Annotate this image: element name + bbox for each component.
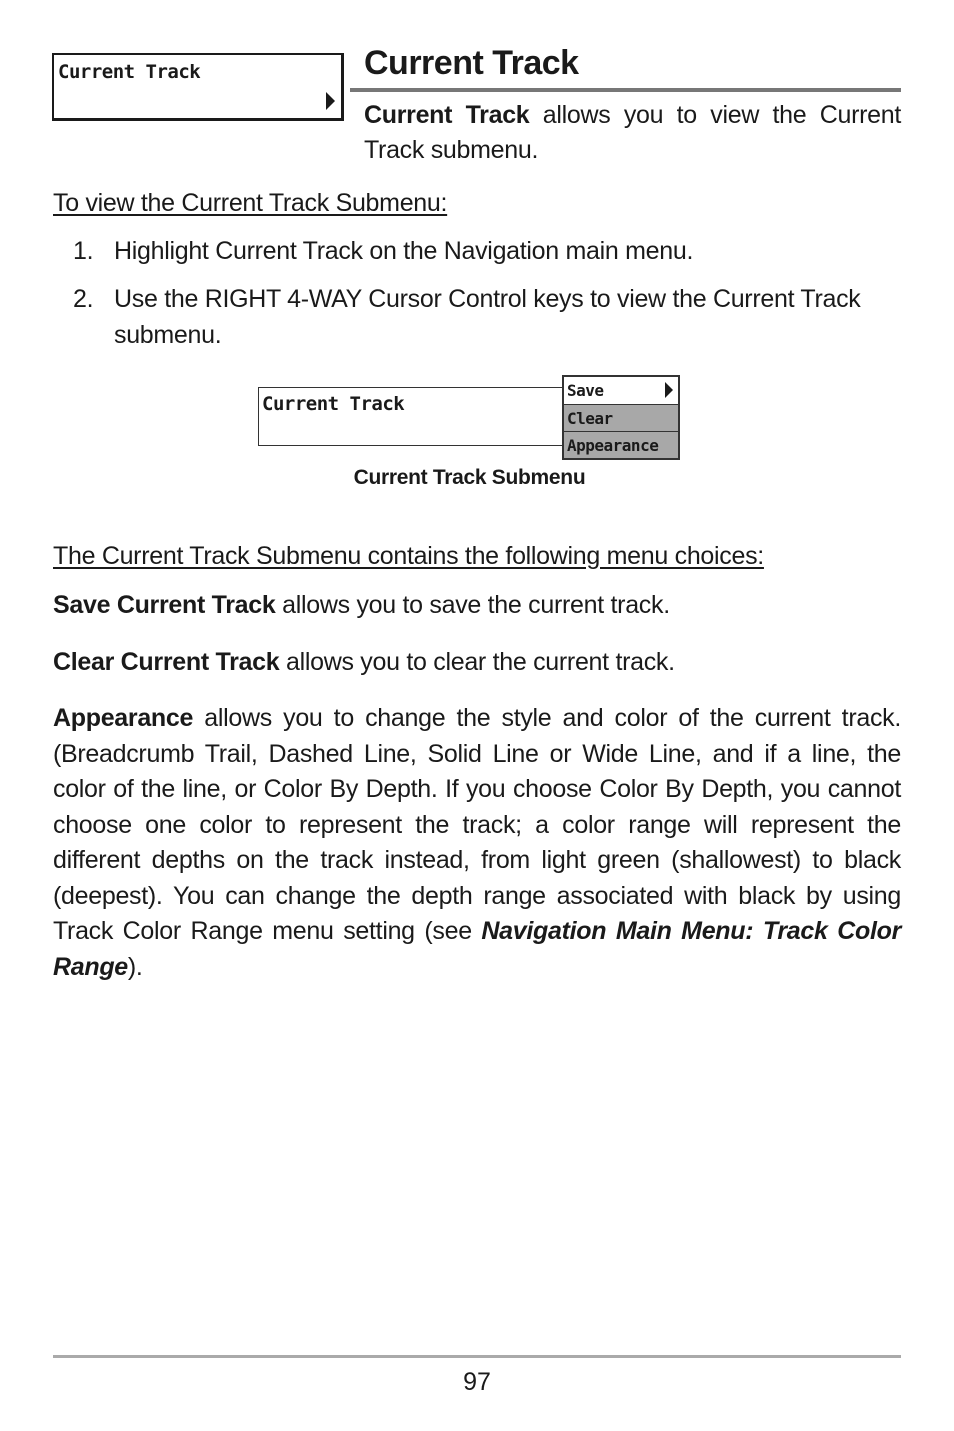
appearance-reference: Navigation Main Menu: Track Color Range xyxy=(53,917,901,981)
intro-bold: Current Track xyxy=(364,101,530,129)
step-item xyxy=(53,233,901,269)
footer-rule xyxy=(53,1355,901,1358)
clear-text: allows you to clear the current track. xyxy=(279,648,675,676)
step-number: 2. xyxy=(73,285,94,313)
menu-box-label: Current Track xyxy=(58,61,201,83)
page-number: 97 xyxy=(463,1368,491,1396)
figure-caption: Current Track Submenu xyxy=(353,466,586,489)
appearance-end: ). xyxy=(127,952,143,981)
right-arrow-icon xyxy=(665,382,673,398)
submenu-item-label: Save xyxy=(567,381,604,400)
heading-rule xyxy=(350,88,901,92)
submenu-item-label: Clear xyxy=(567,409,613,428)
save-text: allows you to save the current track. xyxy=(275,591,670,619)
current-track-menu-box xyxy=(52,53,344,121)
save-paragraph xyxy=(53,588,901,624)
intro-paragraph xyxy=(364,98,901,168)
figure-main-label: Current Track xyxy=(262,393,405,415)
clear-paragraph xyxy=(53,645,901,681)
appearance-paragraph xyxy=(53,701,901,985)
view-section-title: To view the Current Track Submenu: xyxy=(53,189,448,217)
figure-main-menu xyxy=(258,387,564,446)
page-heading: Current Track xyxy=(364,44,579,82)
save-bold: Save Current Track xyxy=(53,591,276,619)
choices-section-title: The Current Track Submenu contains the following menu choices: xyxy=(53,542,764,570)
submenu-item-appearance xyxy=(564,431,678,458)
step-number: 1. xyxy=(73,237,94,265)
step-text: Use the RIGHT 4-WAY Cursor Control keys to view the Current Track submenu. xyxy=(114,285,861,349)
right-arrow-icon xyxy=(326,92,335,110)
step-item xyxy=(53,281,901,353)
appearance-text: allows you to change the style and color of the current track. (Breadcrumb Trail, Dashed Line, Solid Line or Wide Line, and if a line, the color of the line, or Color By Depth. If you choose Color By Depth, you cannot choose one color to represent the track; a color range will represent the different depths on the track instead, from light green (shallowest) to black (deepest). You can change the depth range associated with black by using Track Color Range menu setting (see xyxy=(53,704,901,945)
submenu-item-clear xyxy=(564,404,678,431)
submenu-item-save xyxy=(564,377,678,404)
intro-text: allows you to view the Current Track submenu. xyxy=(364,101,901,164)
step-text: Highlight Current Track on the Navigation main menu. xyxy=(114,237,694,265)
submenu-item-label: Appearance xyxy=(567,436,659,455)
steps-list xyxy=(53,233,901,365)
figure-submenu xyxy=(562,375,680,460)
appearance-bold: Appearance xyxy=(53,704,194,732)
clear-bold: Clear Current Track xyxy=(53,648,280,676)
